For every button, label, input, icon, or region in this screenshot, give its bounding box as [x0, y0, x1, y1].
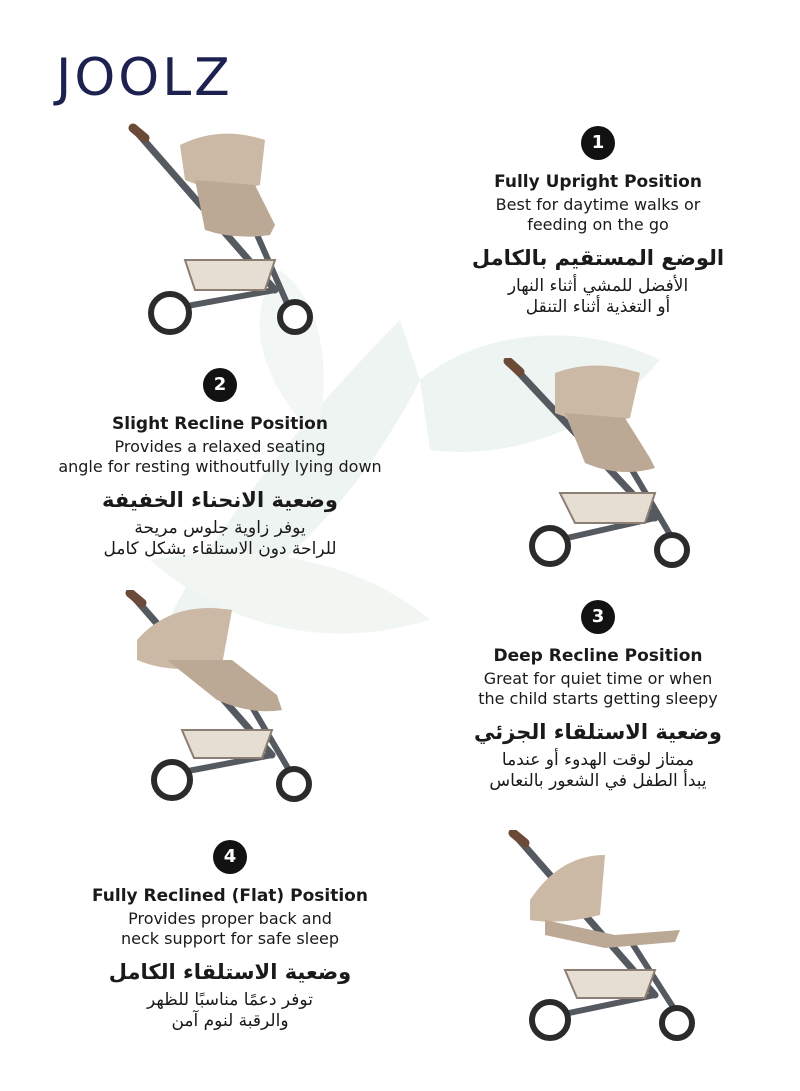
position-desc-line: Great for quiet time or when: [483, 669, 713, 689]
position-arabic-title: وضعية الاستلقاء الجزئي: [474, 720, 722, 745]
position-title: Deep Recline Position: [493, 646, 703, 666]
stroller-flat-image: [505, 830, 705, 1045]
stroller-slight-recline-image: [500, 358, 700, 573]
position-desc-line: Best for daytime walks or: [495, 195, 701, 215]
position-arabic-desc-line: الأفضل للمشي أثناء النهار: [507, 275, 689, 296]
position-desc-line: feeding on the go: [527, 215, 669, 235]
position-desc-line: angle for resting withoutfully lying down: [58, 457, 382, 477]
position-desc-line: Provides proper back and: [128, 909, 332, 929]
position-arabic-desc-line: توفر دعمًا مناسبًا للظهر: [147, 989, 313, 1010]
position-3-info: [440, 600, 756, 792]
joolz-logo: JOOLZ: [56, 48, 233, 108]
position-title: Slight Recline Position: [112, 414, 328, 434]
position-title: Fully Reclined (Flat) Position: [92, 886, 368, 906]
position-arabic-title: وضعية الانحناء الخفيفة: [102, 488, 338, 513]
position-desc-line: Provides a relaxed seating: [114, 437, 326, 457]
position-arabic-title: وضعية الاستلقاء الكامل: [108, 960, 352, 985]
position-arabic-desc-line: أو التغذية أثناء التنقل: [525, 296, 671, 317]
position-number-badge: 3: [581, 600, 615, 634]
position-number-badge: 2: [203, 368, 237, 402]
position-2-info: [30, 368, 410, 560]
position-arabic-desc-line: يبدأ الطفل في الشعور بالنعاس: [489, 770, 707, 791]
position-arabic-desc-line: للراحة دون الاستلقاء بشكل كامل: [103, 538, 337, 559]
position-title: Fully Upright Position: [494, 172, 702, 192]
position-arabic-title: الوضع المستقيم بالكامل: [471, 246, 725, 271]
position-4-info: [80, 840, 380, 1032]
position-arabic-desc-line: ممتاز لوقت الهدوء أو عندما: [501, 749, 695, 770]
position-1-info: [440, 126, 756, 318]
position-desc-line: the child starts getting sleepy: [478, 689, 718, 709]
position-arabic-desc-line: يوفر زاوية جلوس مريحة: [134, 517, 306, 538]
position-number-badge: 4: [213, 840, 247, 874]
stroller-upright-image: [125, 120, 325, 340]
position-arabic-desc-line: والرقبة لنوم آمن: [171, 1010, 289, 1031]
position-number-badge: 1: [581, 126, 615, 160]
stroller-deep-recline-image: [122, 590, 322, 805]
position-desc-line: neck support for safe sleep: [120, 929, 340, 949]
